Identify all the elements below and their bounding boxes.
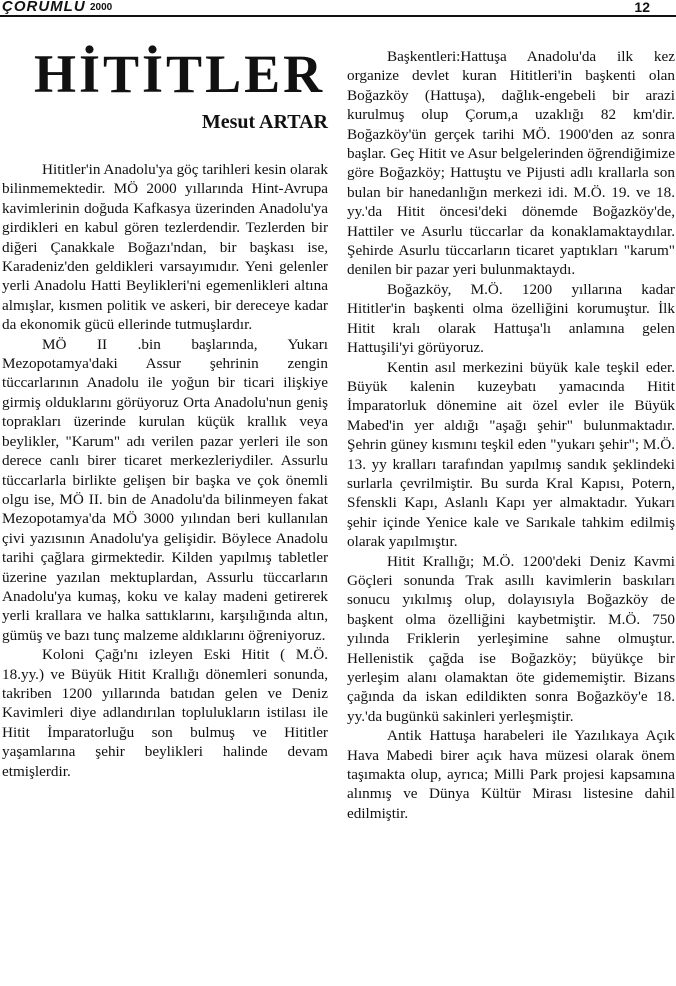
publication-year: 2000 xyxy=(90,2,113,13)
page-number: 12 xyxy=(634,0,650,15)
article-author: Mesut ARTAR xyxy=(201,111,328,133)
paragraph: Kentin asıl merkezini büyük kale teşkil eder. Büyük kalenin kuzeybatı yamacında Hitit İmparatorluk dönemine ait özel evler ile Büyük Mabed'in yer aldığı "aşağı şehir" bulunmaktadır. Şehrin güney kısmını teşkil eden "yukarı şehir"; M.Ö. 13. yy kralları tarafından yapılmış sandık şeklindeki surlarla çevrilmiştir. Bu surda Kral Kapısı, Potern, Sfenskli Kapı, Aslanlı Kapı yer almaktadır. Yukarı şehir içinde Yenice kale ve Sarıkale tahkim edilmiş olarak yapılmıştır. xyxy=(347,358,675,551)
paragraph: MÖ II .bin başlarında, Yukarı Mezopotamya'daki Assur şehrinin zengin tüccarlarının Anadolu ile yoğun bir ticari ilişkiye girmiş olduklarını görüyoruz Orta Anadolu'nun geniş toprakları üzerinde kurulan küçük krallık veya beylikler, "Karum" adı verilen pazar yerleri ile son derece canlı birer ticaret merkezleriydiler. Assurlu tüccarlarla birlikte gelişen bir başka ve çok önemli olgu ise, MÖ II. bin de Anadolu'da bilinmeyen fakat Mezopotamya'da MÖ 3000 yılından beri kullanılan çivi yazısının Anadolu'ya gelişidir. Böylece Anadolu tarihi çağlara girmektedir. Kilden yapılmış tabletler üzerine yazılan mektuplardan, Assurlu tüccarların Anadolu'ya kumaş, koku ve kalay madeni getirerek yerli krallara ve halka sattıklarını, karşılığında altın, gümüş ve bazı tunç malzeme aldıklarını öğreniyoruz. xyxy=(2,335,328,644)
article-title: HİTİTLER xyxy=(34,44,326,104)
paragraph: Antik Hattuşa harabeleri ile Yazılıkaya Açık Hava Mabedi birer açık hava müzesi olarak önem taşımakta olup, ayrıca; Milli Park projesi kapsamına alınmış ve Dünya Kültür Mirası listesine dahil edilmiştir. xyxy=(347,727,675,822)
right-column xyxy=(347,47,675,823)
page-header xyxy=(0,0,676,18)
paragraph: Hitit Krallığı; M.Ö. 1200'deki Deniz Kavmi Göçleri sonunda Trak asıllı kavimlerin baskıları sonucu yıkılmış olup, dolayısıyla Boğazköy de başkent olma özelliğini kaybetmiştir. M.Ö. 750 yılında Friklerin yerleşimine sahne olmuştur. Hellenistik çağda ise Boğazköy; büyükçe bir yerleşim alanı olamaktan öte gidememiştir. Bizans çağında da iskan edildikten sonra Boğazköy'e 18. yy.'da bugünkü sakinleri yerleşmiştir. xyxy=(347,552,675,725)
header-rule xyxy=(0,15,676,17)
publication-name: ÇORUMLU xyxy=(2,0,86,15)
paragraph: Koloni Çağı'nı izleyen Eski Hitit ( M.Ö. 18.yy.) ve Büyük Hitit Krallığı dönemleri sonunda, takriben 1200 yıllarında batıdan gelen ve Deniz Kavimleri diye adlandırılan toplulukların istilası ile Hitit İmparatorluğu son bulmuş ve Hititler yaşamlarına şehir beylikleri halinde devam etmişlerdir. xyxy=(2,646,328,780)
paragraph: Boğazköy, M.Ö. 1200 yıllarına kadar Hititler'in başkenti olma özelliğini korumuştur. İlk Hitit kralı olarak Hattuşa'lı anlamına gelen Hattuşili'yi görüyoruz. xyxy=(347,280,675,357)
paragraph: Hititler'in Anadolu'ya göç tarihleri kesin olarak bilinmemektedir. MÖ 2000 yıllarında Hint-Avrupa kavimlerinin doğuda Kafkasya üzerinden Anadolu'ya girdikleri en kabul gören tezlerdendir. Tezlerden bir diğeri Çanakkale Boğazı'ndan, bir başkası ise, Karadeniz'den geldikleri varsayımıdır. Yeni gelenler yerli Anadolu Hatti Beylikleri'ni egemenlikleri altına almışlar, kısmen politik ve askeri, bir dereceye kadar da ekonomik gücü ellerinde tutmuşlardır. xyxy=(2,161,328,334)
left-column xyxy=(2,160,328,781)
paragraph: Başkentleri:Hattuşa Anadolu'da ilk kez organize devlet kuran Hititleri'in başkenti olan Boğazköy (Hattuşa), dağlık-engebeli bir arazi kurulmuş olup Çorum,a uzaklığı 82 km'dir. Boğazköy'ün gerçek tarihi MÖ. 1900'den az sonra başlar. Geç Hitit ve Asur belgelerinden öğrendiğimize göre Boğazköy; Hattuştu ve Pijusti adlı krallarla son bulan bir hanedanlığın merkezi idi. M.Ö. 19. ve 18. yy.'da Hitit öncesi'deki dönemde Boğazköy'de, Hattiler ve Asurlu tüccarlar da konaklamaktaydılar. Şehirde Asurlu tüccarların ticaret yaptıkları "karum" denilen bir pazar yeri bulunmaktaydı. xyxy=(347,48,675,279)
